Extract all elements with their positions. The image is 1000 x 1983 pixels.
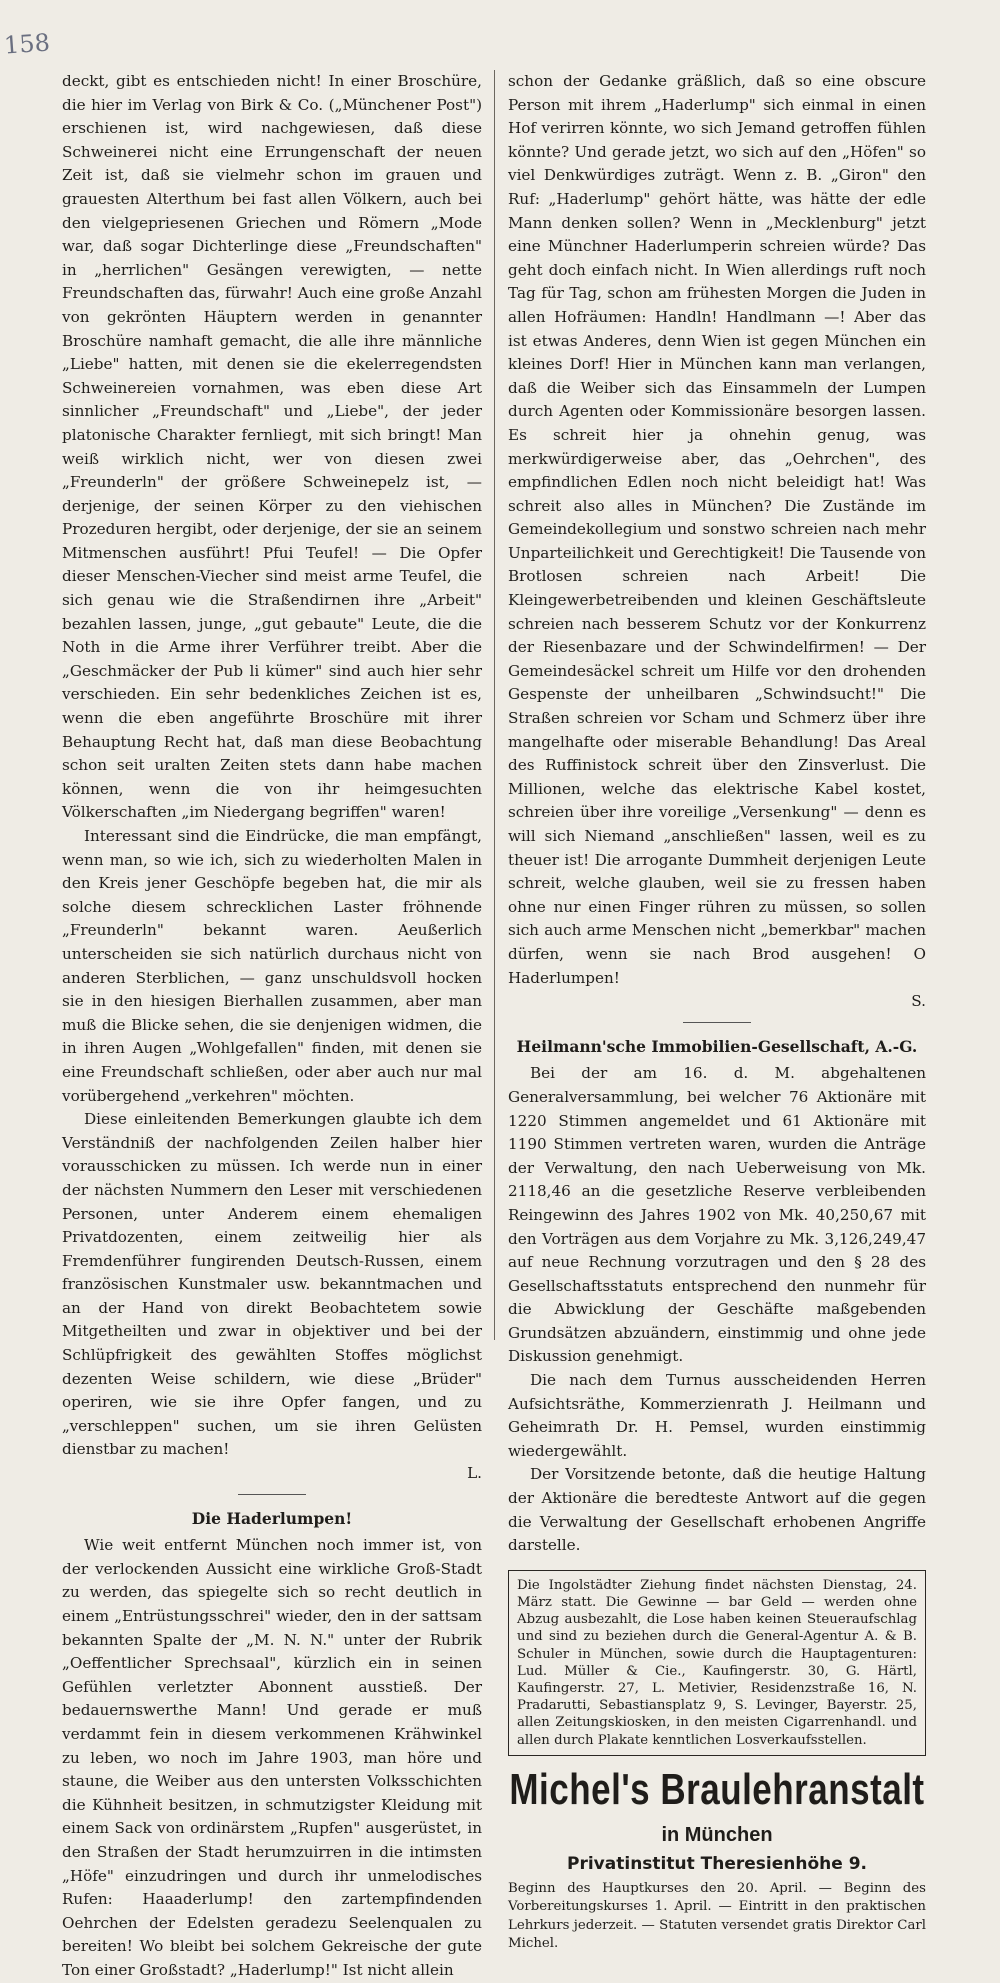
article-paragraph: Der Vorsitzende betonte, daß die heutige Haltung der Aktionäre die beredteste Antwort auf die gegen die Verwaltung der Gesellschaft erhobenen Angriffe darstelle. bbox=[508, 1465, 926, 1555]
advertisement bbox=[508, 1764, 926, 1954]
article-paragraph: Bei der am 16. d. M. abgehaltenen Generalversammlung, bei welcher 76 Aktionäre mit 1220 Stimmen angemeldet und 61 Aktionäre mit 1190 Stimmen vertreten waren, wurden die Anträge der Verwaltung, den nach Ueberweisung von Mk. 2118,46 an die gesetzliche Reserve verbleibenden Reingewinn des Jahres 1902 von Mk. 40,250,67 mit den Vorträgen aus dem Vorjahre zu Mk. 3,126,249,47 auf neue Rechnung vorzutragen und den § 28 des Gesellschaftsstatuts entsprechend den nunmehr für die Abwicklung der Geschäfte maßgebenden Grundsätzen abzuändern, einstimmig und ohne jede Diskussion genehmigt. bbox=[508, 1064, 926, 1366]
right-column bbox=[508, 70, 926, 1954]
ad-title: Michel's Braulehranstalt bbox=[509, 1764, 925, 1814]
section-divider bbox=[238, 1494, 306, 1495]
article-paragraph: Wie weit entfernt München noch immer ist, von der verlockenden Aussicht eine wirkliche Groß-Stadt zu werden, das spiegelte sich so recht deutlich in einem „Entrüstungsschrei" wieder, den in der sattsam bekannten Spalte der „M. N. N." unter der Rubrik „Oeffentlicher Sprechsaal", kürzlich ein in seinen Gefühlen verletzter Abonnent ausstieß. Der bedauernswerthe Mann! Und gerade er muß verdammt fein in diesem verkommenen Krähwinkel zu leben, wo noch im Jahre 1903, man höre und staune, die Weiber aus den untersten Volksschichten die Kühnheit besitzen, in schmutzigster Kleidung mit einem Sack von ordinärstem „Rupfen" ausgerüstet, in den Straßen der Stadt herumzuirren in die intimsten „Höfe" einzudringen und durch ihr unmelodisches Rufen: Haaaderlump! den zartempfindenden Oehrchen der Edelsten geradezu Seelenqualen zu bereiten! Wo bleibt bei solchem Gekreische der gute Ton einer Großstadt? „Haderlump!" Ist nicht allein bbox=[62, 1536, 482, 1979]
page-number: 158 bbox=[3, 28, 51, 60]
article-heading: Die Haderlumpen! bbox=[191, 1508, 353, 1528]
article-paragraph: Diese einleitenden Bemerkungen glaubte ich dem Verständniß der nachfolgenden Zeilen halber hier vorausschicken zu müssen. Ich werde nun in einer der nächsten Nummern den Leser mit verschiedenen Personen, unter Anderem einem ehemaligen Privatdozenten, einem zeitweilig hier als Fremdenführer fungirenden Deutsch-Russen, einem französischen Kunstmaler usw. bekanntmachen und an der Hand von direkt Beobachtetem sowie Mitgetheilten und zwar in objektiver und bei der Schlüpfrigkeit des gewählten Stoffes möglichst dezenten Weise schildern, wie diese „Brüder" operiren, wie sie ihre Opfer fangen, und zu „verschleppen" suchen, um sie ihren Gelüsten dienstbar zu machen! bbox=[62, 1110, 482, 1459]
ad-institute: Privatinstitut Theresienhöhe 9. bbox=[567, 1853, 867, 1874]
column-divider bbox=[494, 70, 495, 1340]
article-paragraph: schon der Gedanke gräßlich, daß so eine obscure Person mit ihrem „Haderlump" sich einmal in einen Hof verirren könnte, wo sich Jemand getroffen fühlen könnte? Und gerade jetzt, wo sich auf den „Höfen" so viel Denkwürdiges zuträgt. Wenn z. B. „Giron" den Ruf: „Haderlump" gehört hätte, was hätte der edle Mann denken sollen? Wenn in „Mecklenburg" jetzt eine Münchner Haderlumperin schreien würde? Das geht doch einfach nicht. In Wien allerdings ruft noch Tag für Tag, schon am frühesten Morgen die Juden in allen Hofräumen: Handln! Handlmann —! Aber das ist etwas Anderes, denn Wien ist gegen München ein kleines Dorf! Hier in München kann man verlangen, daß die Weiber sich das Einsammeln der Lumpen durch Agenten oder Kommissionäre besorgen lassen. Es schreit hier ja ohnehin genug, was merkwürdigerweise aber, das „Oehrchen", des empfindlichen Edlen noch nicht beleidigt hat! Was schreit also alles in München? Die Zustände im Gemeindekollegium und sonstwo schreien nach mehr Unparteilichkeit und Gerechtigkeit! Die Tausende von Brotlosen schreien nach Arbeit! Die Kleingewerbetreibenden und kleinen Geschäftsleute schreien nach besserem Schutz vor der Konkurrenz der Riesenbazare und der Schwindelfirmen! — Der Gemeindesäckel schreit um Hilfe vor den drohenden Gespenste der unheilbaren „Schwindsucht!" Die Straßen schreien vor Scham und Schmerz über ihre mangelhafte oder miserable Behandlung! Das Areal des Ruffinistock schreit über den Zinsverlust. Die Millionen, welche das elektrische Kabel kostet, schreien über ihre voreilige „Versenkung" — denn es will sich Niemand „anschließen" lassen, weil es zu theuer ist! Die arrogante Dummheit derjenigen Leute schreit, welche glauben, weil sie zu fressen haben ohne nur einen Finger rühren zu müssen, so sollen sich auch arme Menschen nicht „bemerkbar" machen dürfen, wenn sie nach Brod ausgehen! O Haderlumpen! bbox=[508, 72, 926, 987]
article-heading: Heilmann'sche Immobilien-Gesellschaft, A.-G. bbox=[516, 1036, 918, 1056]
article-paragraph: deckt, gibt es entschieden nicht! In einer Broschüre, die hier im Verlag von Birk & Co. („Münchener Post") erschienen ist, wird nachgewiesen, daß diese Schweinerei nicht eine Errungenschaft der neuen Zeit ist, daß sie vielmehr schon im grauen und grauesten Alterthum bei fast allen Völkern, auch bei den vielgepriesenen Griechen und Römern „Mode war, daß sogar Dichterlinge diese „Freundschaften" in „herrlichen" Gesängen verewigten, — nette Freundschaften das, fürwahr! Auch eine große Anzahl von gekrönten Häuptern werden in genannter Broschüre namhaft gemacht, die alle ihre männliche „Liebe" hatten, mit denen sie die ekelerregendsten Schweinereien vornahmen, was eben diese Art sinnlicher „Freundschaft" und „Liebe", der jeder platonische Charakter fernliegt, mit sich bringt! Man weiß wirklich nicht, wer von diesen zwei „Freunderln" der größere Schweinepelz ist, — derjenige, der seinen Körper zu den viehischen Prozeduren hergibt, oder derjenige, der sie an seinem Mitmenschen ausführt! Pfui Teufel! — Die Opfer dieser Menschen-Viecher sind meist arme Teufel, die sich genau wie die Straßendirnen ihre „Arbeit" bezahlen lassen, junge, „gut gebaute" Leute, die die Noth in die Arme ihrer Verführer treibt. Aber die „Geschmäcker der Pub li kümer" sind auch hier sehr verschieden. Ein sehr bedenkliches Zeichen ist es, wenn die eben angeführte Broschüre mit ihrer Behauptung Recht hat, daß man diese Beobachtung schon seit uralten Zeiten stets dann habe machen können, wenn die von ihr heimgesuchten Völkerschaften „im Niedergang begriffen" waren! bbox=[62, 72, 482, 822]
article-paragraph: Interessant sind die Eindrücke, die man empfängt, wenn man, so wie ich, sich zu wiederholten Malen in den Kreis jener Geschöpfe begeben hat, die mir als solche diesem schrecklichen Laster fröhnende „Freunderln" bekannt waren. Aeußerlich unterscheiden sie sich natürlich durchaus nicht von anderen Sterblichen, — ganz unschuldsvoll hocken sie in den hiesigen Bierhallen zusammen, aber man muß die Blicke sehen, die sie denjenigen widmen, die in ihren Augen „Wohlgefallen" finden, mit denen sie eine Freundschaft schließen, oder aber auch nur mal vorübergehend „verkehren" möchten. bbox=[62, 827, 482, 1105]
lottery-notice-text: Die Ingolstädter Ziehung findet nächsten Dienstag, 24. März statt. Die Gewinne — bar Geld — werden ohne Abzug ausbezahlt, die Lose haben keinen Steueraufschlag und sind zu beziehen durch die General-Agentur A. & B. Schuler in München, sowie durch die Hauptagenturen: Lud. Müller & Cie., Kaufingerstr. 30, G. Härtl, Kaufingerstr. 27, L. Metivier, Residenzstraße 16, N. Pradarutti, Sebastiansplatz 9, S. Levinger, Bayerstr. 25, allen Zeitungskiosken, in den meisten Cigarrenhandl. und allen durch Plakate kenntlichen Losverkaufsstellen. bbox=[517, 1577, 917, 1748]
left-column bbox=[62, 70, 482, 1983]
lottery-notice-box bbox=[508, 1570, 926, 1756]
section-divider bbox=[683, 1022, 751, 1023]
ad-city: in München bbox=[661, 1823, 773, 1846]
author-signature: S. bbox=[911, 992, 926, 1011]
author-signature: L. bbox=[467, 1464, 482, 1483]
article-paragraph: Die nach dem Turnus ausscheidenden Herren Aufsichtsräthe, Kommerzienrath J. Heilmann und Geheimrath Dr. H. Pemsel, wurden einstimmig wiedergewählt. bbox=[508, 1371, 926, 1460]
ad-body: Beginn des Hauptkurses den 20. April. — Beginn des Vorbereitungskurses 1. April. — Eintritt in den praktischen Lehrkurs jederzeit. — Statuten versendet gratis Direktor Carl Michel. bbox=[508, 1880, 926, 1952]
